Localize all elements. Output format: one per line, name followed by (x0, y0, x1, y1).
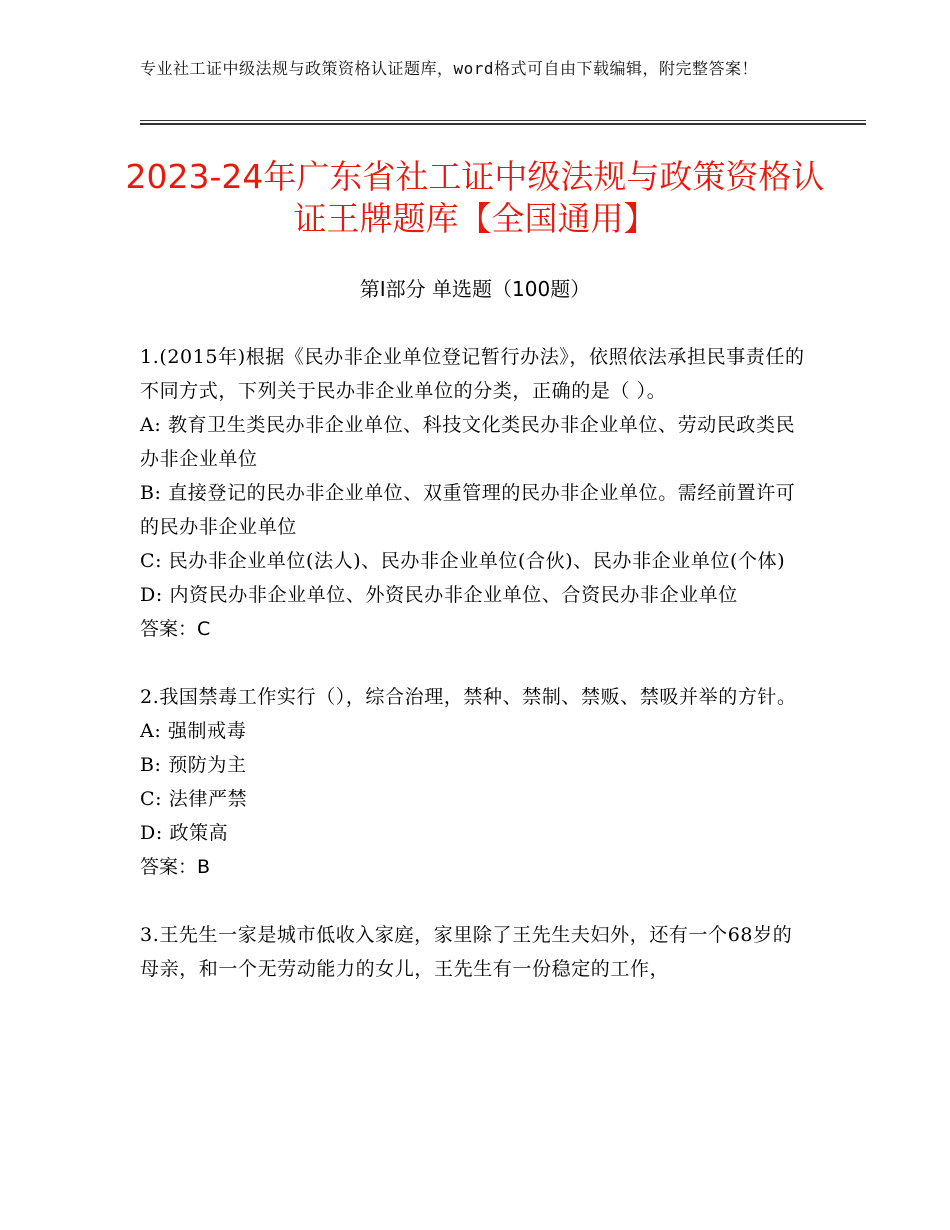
question-stem: 1.(2015年)根据《民办非企业单位登记暂行办法》，依照依法承担民事责任的不同方式，下列关于民办非企业单位的分类，正确的是（ ）。 (140, 346, 805, 402)
header-note: 专业社工证中级法规与政策资格认证题库，word格式可自由下载编辑，附完整答案！ (140, 59, 759, 78)
question-list (140, 340, 810, 1020)
option-d: D: 政策高 (140, 822, 229, 844)
answer-label: 答案：C (140, 618, 211, 640)
answer-label: 答案：B (140, 856, 211, 878)
question-3 (140, 918, 810, 986)
option-b: B: 预防为主 (140, 754, 247, 776)
question-stem: 2.我国禁毒工作实行（），综合治理，禁种、禁制、禁贩、禁吸并举的方针。 (140, 686, 797, 708)
header-divider (140, 120, 866, 125)
question-1 (140, 340, 810, 646)
option-c: C: 民办非企业单位(法人)、民办非企业单位(合伙)、民办非企业单位(个体) (140, 550, 786, 572)
option-a: A: 强制戒毒 (140, 720, 247, 742)
section-title: 第Ⅰ部分 单选题（100题） (359, 277, 591, 301)
option-b: B: 直接登记的民办非企业单位、双重管理的民办非企业单位。需经前置许可的民办非企业单位 (140, 482, 796, 538)
question-stem: 3.王先生一家是城市低收入家庭，家里除了王先生夫妇外，还有一个68岁的母亲，和一个无劳动能力的女儿，王先生有一份稳定的工作， (140, 924, 793, 980)
option-d: D: 内资民办非企业单位、外资民办非企业单位、合资民办非企业单位 (140, 584, 738, 606)
option-a: A: 教育卫生类民办非企业单位、科技文化类民办非企业单位、劳动民政类民办非企业单位 (140, 414, 796, 470)
option-c: C: 法律严禁 (140, 788, 248, 810)
question-2 (140, 680, 810, 884)
document-title: 2023-24年广东省社工证中级法规与政策资格认证王牌题库【全国通用】 (125, 157, 825, 238)
